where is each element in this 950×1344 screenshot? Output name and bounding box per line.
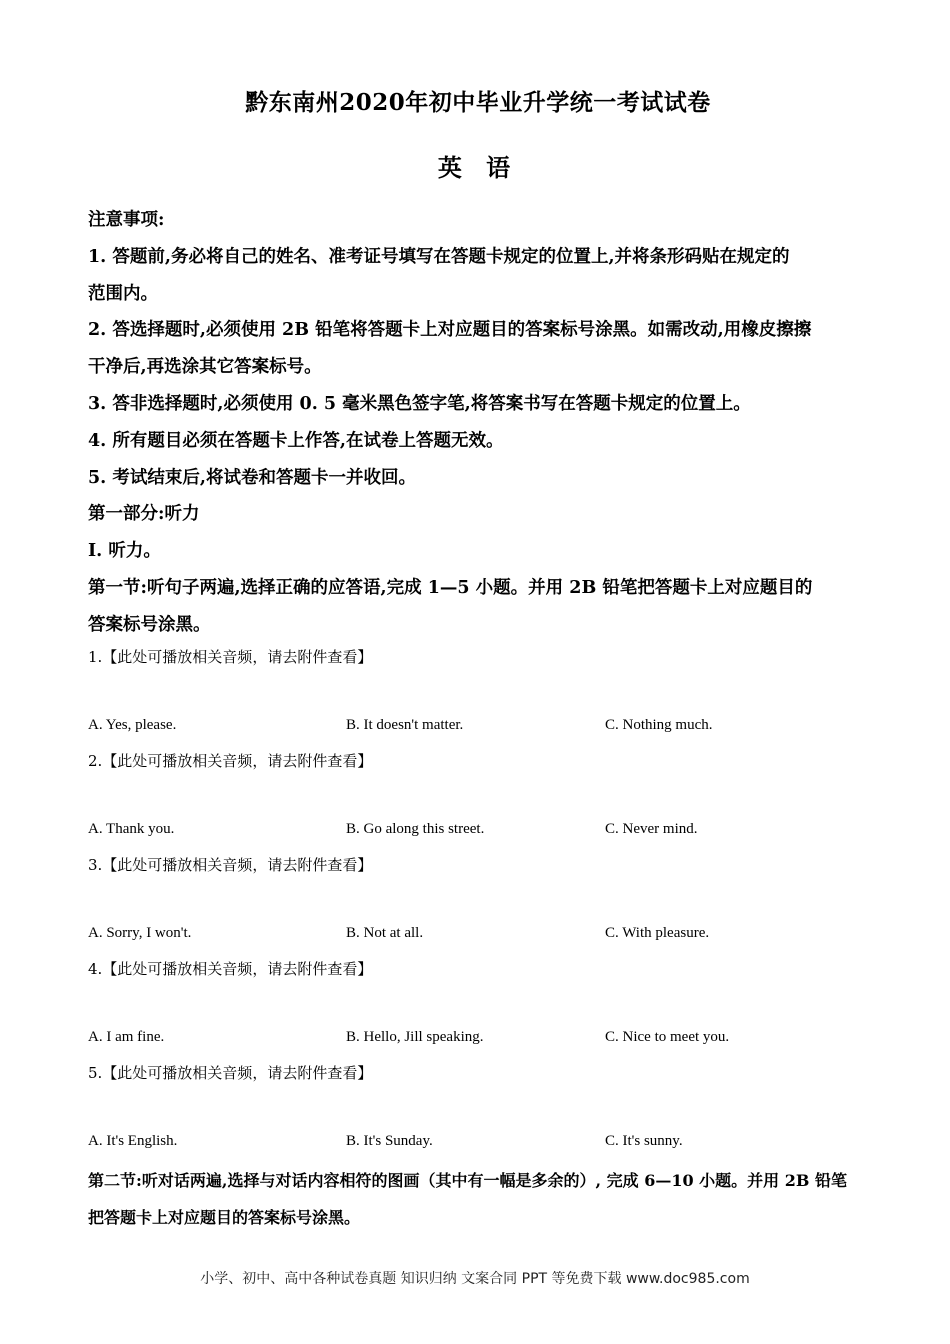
section2-instruction — [88, 1162, 868, 1236]
option-a: A. It's English. — [88, 1133, 178, 1149]
option-b: B. Not at all. — [346, 925, 424, 941]
options — [88, 1133, 868, 1157]
option-b: B. It's Sunday. — [346, 1133, 433, 1149]
note-line: 1. 答题前,务必将自己的姓名、准考证号填写在答题卡规定的位置上,并将条形码贴在规定的 — [88, 246, 790, 267]
option-b: B. It doesn't matter. — [346, 717, 464, 733]
audio-placeholder[interactable]: 5.【此处可播放相关音频，请去附件查看】 — [88, 1064, 373, 1082]
instructions — [88, 202, 868, 644]
footer-banner: 小学、初中、高中各种试卷真题 知识归纳 文案合同 PPT 等免费下载 www.doc985.com — [200, 1271, 750, 1287]
section-heading: I. 听力。 — [88, 541, 161, 562]
option-c: C. Nothing much. — [605, 717, 713, 733]
note-line: 范围内。 — [88, 283, 158, 304]
option-c: C. With pleasure. — [605, 925, 710, 941]
audio-placeholder[interactable]: 1.【此处可播放相关音频，请去附件查看】 — [88, 648, 373, 666]
option-a: A. Yes, please. — [88, 717, 177, 733]
part-heading: 第一部分:听力 — [88, 504, 200, 525]
note-line: 5. 考试结束后,将试卷和答题卡一并收回。 — [88, 467, 416, 488]
option-b: B. Hello, Jill speaking. — [346, 1029, 484, 1045]
section2-line: 把答题卡上对应题目的答案标号涂黑。 — [88, 1208, 361, 1227]
subject-title: 英 语 — [437, 153, 519, 182]
question-2 — [88, 749, 868, 845]
option-a: A. Sorry, I won't. — [88, 925, 192, 941]
option-c: C. Never mind. — [605, 821, 698, 837]
audio-placeholder[interactable]: 4.【此处可播放相关音频，请去附件查看】 — [88, 960, 373, 978]
options — [88, 1029, 868, 1053]
note-line: 3. 答非选择题时,必须使用 0. 5 毫米黑色签字笔,将答案书写在答题卡规定的位置上。 — [88, 393, 751, 414]
options — [88, 717, 868, 741]
options — [88, 821, 868, 845]
option-c: C. Nice to meet you. — [605, 1029, 730, 1045]
notes-heading: 注意事项: — [88, 210, 165, 230]
exam-title: 黔东南州2020年初中毕业升学统一考试试卷 — [245, 89, 711, 116]
option-c: C. It's sunny. — [605, 1133, 683, 1149]
note-line: 干净后,再选涂其它答案标号。 — [88, 357, 322, 378]
audio-placeholder[interactable]: 3.【此处可播放相关音频，请去附件查看】 — [88, 856, 373, 874]
option-a: A. I am fine. — [88, 1029, 165, 1045]
question-3 — [88, 853, 868, 949]
option-b: B. Go along this street. — [346, 821, 485, 837]
option-a: A. Thank you. — [88, 821, 175, 837]
section2-line: 第二节:听对话两遍,选择与对话内容相符的图画（其中有一幅是多余的）, 完成 6—10 小题。并用 2B 铅笔 — [88, 1171, 847, 1190]
audio-placeholder[interactable]: 2.【此处可播放相关音频，请去附件查看】 — [88, 752, 373, 770]
question-5 — [88, 1061, 868, 1157]
options — [88, 925, 868, 949]
question-4 — [88, 957, 868, 1053]
note-line: 2. 答选择题时,必须使用 2B 铅笔将答题卡上对应题目的答案标号涂黑。如需改动,用橡皮擦擦 — [88, 320, 812, 341]
section1-instruction: 答案标号涂黑。 — [88, 614, 211, 635]
section1-instruction: 第一节:听句子两遍,选择正确的应答语,完成 1—5 小题。并用 2B 铅笔把答题卡上对应题目的 — [88, 577, 813, 598]
question-1 — [88, 645, 868, 741]
note-line: 4. 所有题目必须在答题卡上作答,在试卷上答题无效。 — [88, 430, 504, 451]
